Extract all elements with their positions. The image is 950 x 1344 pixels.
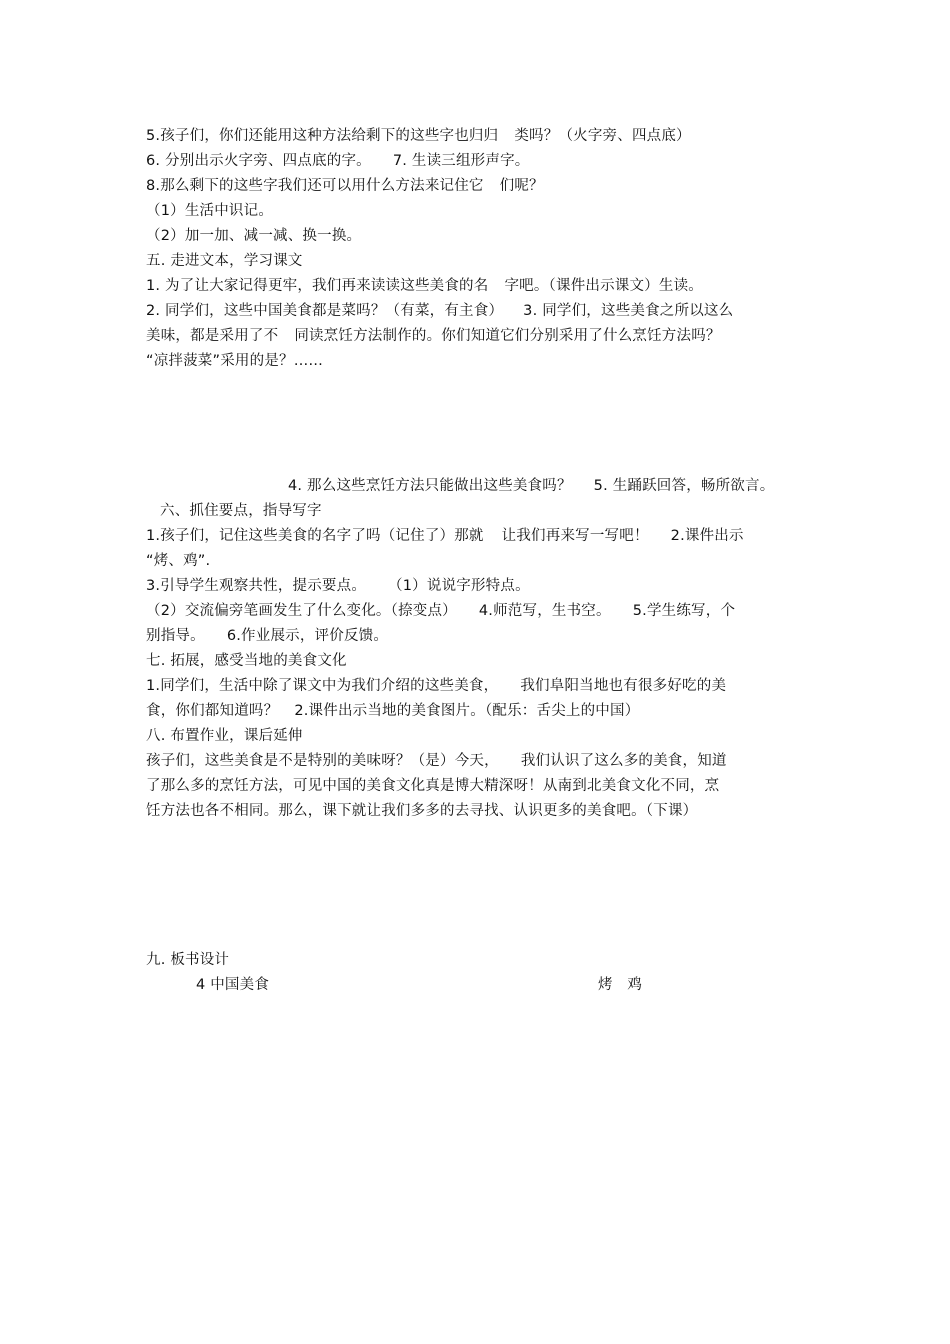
section-heading-7: 七. 拓展，感受当地的美食文化 (146, 653, 347, 669)
text-line-read-3: 美味，都是采用了不 同读烹饪方法制作的。你们知道它们分别采用了什么烹饪方法吗？ (146, 328, 721, 344)
text-line-expand-1: 1.同学们，生活中除了课文中为我们介绍的这些美食， 我们阜阳当地也有很多好吃的美 (146, 678, 727, 694)
text-line-step5: 5.孩子们，你们还能用这种方法给剩下的这些字也归归 类吗？（火字旁、四点底） (146, 128, 691, 144)
text-line-write-5: 别指导。 6.作业展示，评价反馈。 (146, 628, 389, 644)
board-characters: 烤 鸡 (598, 977, 643, 993)
text-line-homework-1: 孩子们，这些美食是不是特别的美味呀？（是）今天， 我们认识了这么多的美食，知道 (146, 753, 727, 769)
text-line-write-3: 3.引导学生观察共性，提示要点。 （1）说说字形特点。 (146, 578, 530, 594)
text-line-read-4: “凉拌菠菜”采用的是？…… (146, 353, 324, 369)
text-line-homework-2: 了那么多的烹饪方法，可见中国的美食文化真是博大精深呀！从南到北美食文化不同，烹 (146, 778, 720, 794)
text-line-step8: 8.那么剩下的这些字我们还可以用什么方法来记住它 们呢？ (146, 178, 544, 194)
section-heading-8: 八. 布置作业，课后延伸 (146, 728, 303, 744)
text-line-method-1: （1）生活中识记。 (146, 203, 274, 219)
text-line-expand-2: 食，你们都知道吗？ 2.课件出示当地的美食图片。（配乐：舌尖上的中国） (146, 703, 640, 719)
text-line-write-2: “烤、鸡”. (146, 553, 211, 569)
text-line-read-1: 1. 为了让大家记得更牢，我们再来读读这些美食的名 字吧。（课件出示课文）生读。 (146, 278, 704, 294)
text-line-write-4: （2）交流偏旁笔画发生了什么变化。（捺变点） 4.师范写，生书空。 5.学生练写，个 (146, 603, 736, 619)
text-line-read-2: 2. 同学们，这些中国美食都是菜吗？（有菜，有主食） 3. 同学们，这些美食之所以这么 (146, 303, 734, 319)
text-line-step6-7: 6. 分别出示火字旁、四点底的字。 7. 生读三组形声字。 (146, 153, 530, 169)
section-heading-5: 五. 走进文本，学习课文 (146, 253, 303, 269)
text-line-read-5: 4. 那么这些烹饪方法只能做出这些美食吗？ 5. 生踊跃回答，畅所欲言。 (288, 478, 775, 494)
text-line-write-1: 1.孩子们，记住这些美食的名字了吗（记住了）那就 让我们再来写一写吧！ 2.课件出示 (146, 528, 744, 544)
section-heading-6: 六、抓住要点，指导写字 (160, 503, 322, 519)
section-heading-9: 九. 板书设计 (146, 952, 230, 968)
board-title: 4 中国美食 (196, 977, 270, 993)
text-line-method-2: （2）加一加、减一减、换一换。 (146, 228, 362, 244)
text-line-homework-3: 饪方法也各不相同。那么，课下就让我们多多的去寻找、认识更多的美食吧。（下课） (146, 803, 698, 819)
